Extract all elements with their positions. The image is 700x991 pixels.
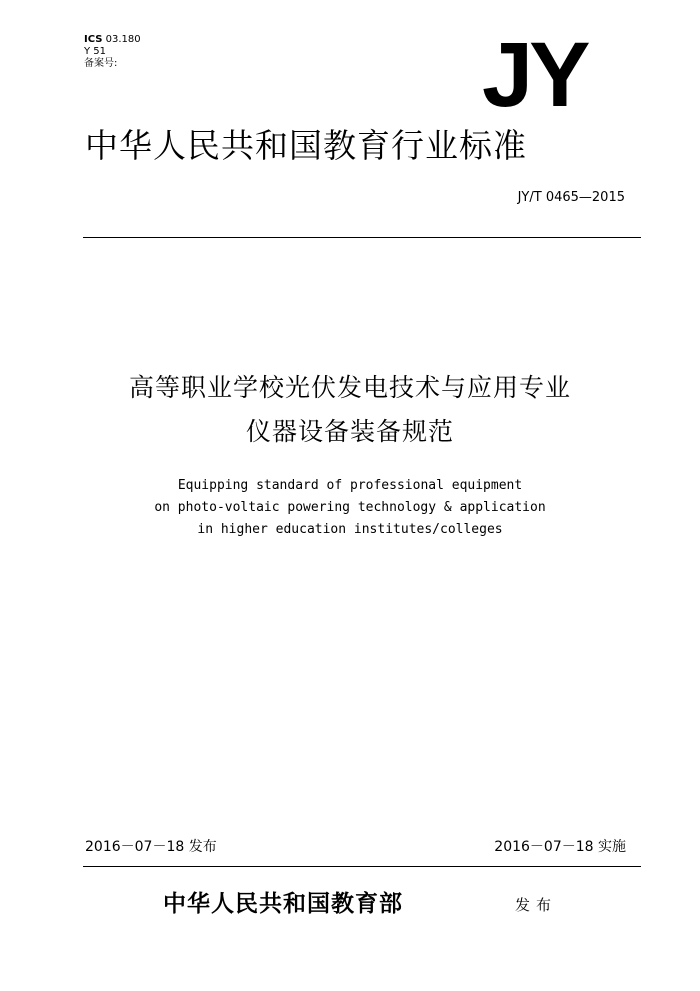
document-title-line-1: 高等职业学校光伏发电技术与应用专业: [128, 373, 571, 402]
english-title: [0, 475, 700, 541]
ccs-code: Y 51: [84, 46, 107, 57]
jy-logo: JY: [482, 24, 587, 126]
top-divider: [83, 237, 641, 238]
english-title-line-3: in higher education institutes/colleges: [197, 522, 503, 537]
document-title-line-2: 仪器设备装备规范: [245, 417, 454, 446]
english-title-line-2: on photo-voltaic powering technology & application: [154, 500, 546, 515]
implementation-date: 2016－07－18 实施: [494, 839, 626, 855]
classification-block: [84, 34, 141, 70]
issue-date: 2016－07－18 发布: [85, 839, 217, 855]
document-title: [0, 366, 700, 454]
standard-title: 中华人民共和国教育行业标准: [85, 126, 527, 165]
filing-label: 备案号:: [84, 58, 118, 69]
english-title-line-1: Equipping standard of professional equipment: [177, 478, 523, 493]
bottom-divider: [83, 866, 641, 867]
publish-label: 发布: [515, 896, 558, 914]
ics-line: [84, 34, 141, 46]
standard-number: JY/T 0465—2015: [517, 190, 625, 205]
ics-label: ICS: [84, 34, 103, 45]
publisher-name: 中华人民共和国教育部: [163, 890, 403, 917]
ics-code: 03.180: [105, 34, 141, 45]
